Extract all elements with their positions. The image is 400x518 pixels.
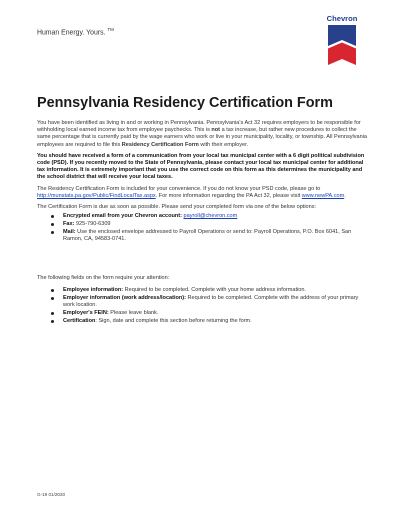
bullet-icon xyxy=(51,215,54,218)
bullet-icon xyxy=(51,320,54,323)
field-certification: Certification: Sign, date and complete this section before returning the form. xyxy=(51,318,367,325)
fields-list xyxy=(37,287,367,325)
newpa-link[interactable]: www.newPA.com xyxy=(301,192,345,199)
fields-intro: The following fields on the form require your attention: xyxy=(37,275,170,282)
bullet-icon xyxy=(51,231,54,234)
submit-option-fax: Fax: 925-790-6309 xyxy=(51,221,367,228)
field-employee-info: Employee information: Required to be completed. Complete with your home address information. xyxy=(51,287,367,294)
tagline: Human Energy. Yours. ™ xyxy=(37,27,114,37)
submit-option-email: Encrypted email from your Chevron account: payroll@chevron.com xyxy=(51,213,367,220)
submit-options-list xyxy=(37,213,367,243)
intro-paragraph: You have been identified as living in and or working in Pennsylvania. Pennsylvania's Act 32 requires employers to be responsible for withholding local earned income tax from employee paychecks. This is not a tax increase, but rather new procedures to collect the same percentage that is currently paid by the wage earners who work or live in your municipality, locality, or township. All Pennsylvania employees are required to file this Residency Certification Form with their employer. xyxy=(37,120,367,148)
page-title: Pennsylvania Residency Certification Form xyxy=(37,95,333,111)
chevron-shield-icon xyxy=(328,25,356,65)
submit-option-mail: Mail: Use the enclosed envelope addressed to Payroll Operations or send to: Payroll Operations, P.O. Box 6041, San Ramon, CA, 94583-0741. xyxy=(51,229,367,243)
logo-wordmark: Chevron xyxy=(326,14,358,23)
bullet-icon xyxy=(51,312,54,315)
bullet-icon xyxy=(51,297,54,300)
psd-notice: You should have received a form of a communication from your local tax municipal center with a 6 digit political subdivision code (PSD). If you recently moved to the State of Pennsylvania, please contact your local tax municipal center for additional tax information. It is extremely important that you use the correct code on this form as this determines the municipality and the school district that will receive your local taxes. xyxy=(37,152,365,181)
psd-info-paragraph: The Residency Certification Form is included for your convenience. If you do not know your PSD code, please go to http://munstats.pa.gov/Public/FindLocalTax.aspx. For more information regarding the PA Act 32, please visit www.newPA.com. xyxy=(37,185,346,199)
payroll-email-link[interactable]: payroll@chevron.com xyxy=(183,213,238,220)
document-body xyxy=(37,120,367,325)
field-employer-info: Employer information (work address/location): Required to be completed. Complete with the address of your primary work location. xyxy=(51,295,367,309)
field-employer-fein: Employer's FEIN: Please leave blank. xyxy=(51,310,367,317)
find-local-tax-link[interactable]: http://munstats.pa.gov/Public/FindLocalTax.aspx xyxy=(37,192,156,199)
bullet-icon xyxy=(51,223,54,226)
chevron-logo xyxy=(322,14,362,70)
submit-intro: The Certification Form is due as soon as possible. Please send your completed form via one of the below options: xyxy=(37,204,317,211)
form-code: G-19 01/2020 xyxy=(37,492,66,497)
bullet-icon xyxy=(51,289,54,292)
trademark-mark: TM xyxy=(107,27,114,32)
